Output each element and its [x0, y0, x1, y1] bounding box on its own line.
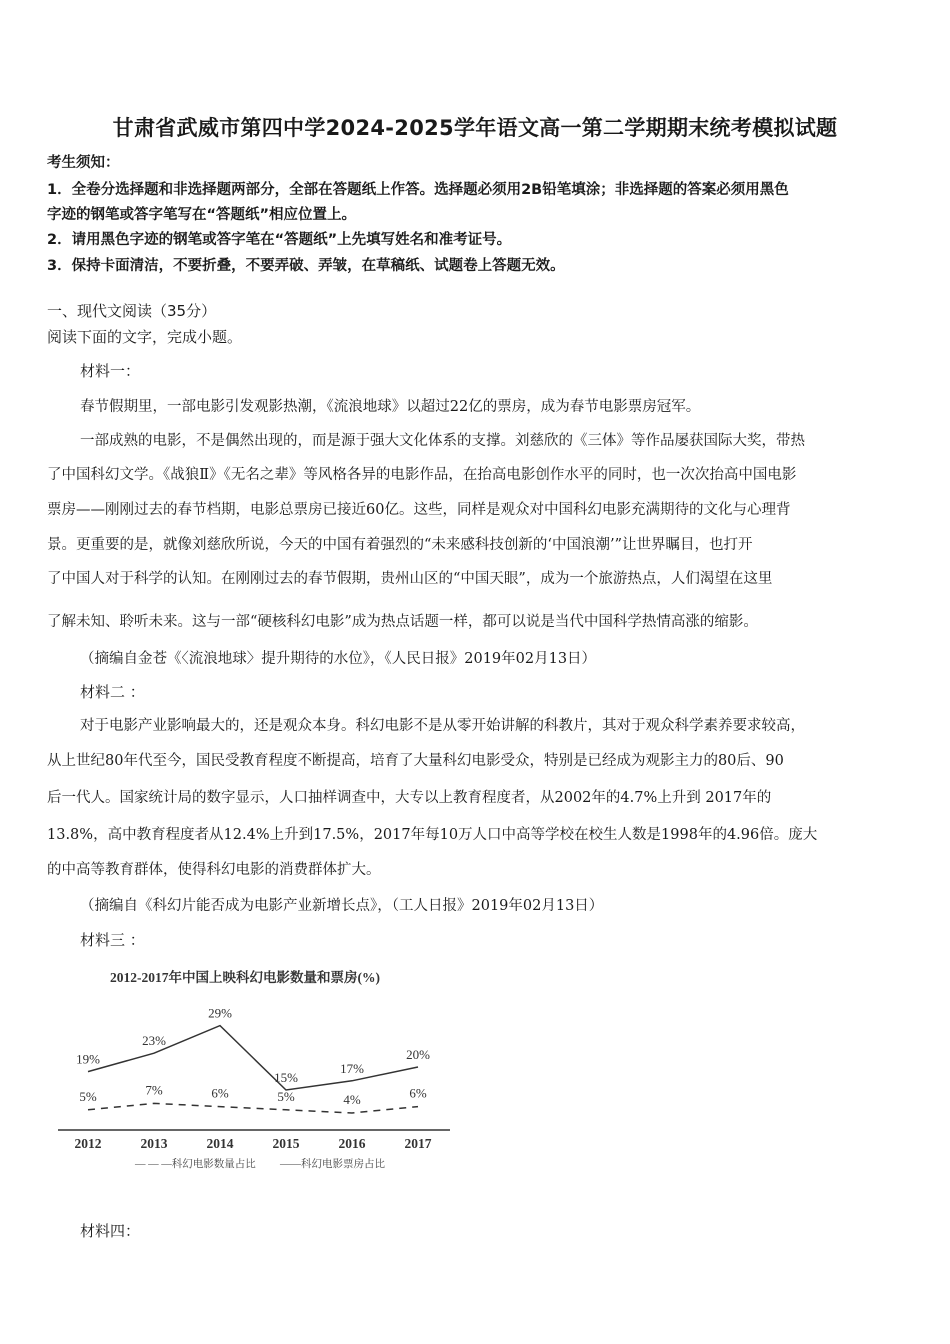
material-1-line: 了解未知、聆听未来。这与一部“硬核科幻电影”成为热点话题一样，都可以说是当代中国科学热情高涨的缩影。 [47, 614, 758, 630]
data-label: 19% [76, 1051, 100, 1067]
legend-dashed-series: — — —科幻电影数量占比 [135, 1159, 256, 1170]
material-2-paragraph: 对于电影产业影响最大的，还是观众本身。科幻电影不是从零开始讲解的科教片，其对于观众科学素养要求较高， [80, 718, 805, 734]
material-1-line: 了中国科幻文学。《战狼Ⅱ》《无名之辈》等风格各异的电影作品，在抬高电影创作水平的同时，也一次次抬高中国电影 [47, 467, 797, 483]
material-1-label: 材料一： [80, 362, 141, 380]
material-2-label: 材料二 ： [80, 683, 145, 701]
data-label: 4% [343, 1092, 361, 1107]
material-1-source: （摘编自金苍《〈流浪地球〉提升期待的水位》，《人民日报》2019年02月13日） [80, 651, 597, 667]
data-label: 6% [211, 1085, 229, 1101]
x-tick-label: 2012 [74, 1136, 102, 1151]
x-tick-label: 2014 [206, 1136, 234, 1151]
x-tick-label: 2016 [338, 1136, 366, 1151]
line-chart [55, 965, 455, 1180]
data-label: 5% [79, 1088, 97, 1104]
material-3-label: 材料三 ： [80, 931, 145, 949]
data-label: 20% [406, 1047, 430, 1062]
data-label: 23% [142, 1033, 166, 1049]
material-2-line: 从上世纪80年代至今，国民受教育程度不断提高，培育了大量科幻电影受众，特别是已经成为观影主力的80后、90 [47, 753, 784, 769]
material-1-line: 景。更重要的是，就像刘慈欣所说，今天的中国有着强烈的“未来感科技创新的‘中国浪潮’”让世界瞩目，也打开 [47, 537, 753, 553]
data-label: 29% [208, 1005, 232, 1021]
legend-solid-series: ——科幻电影票房占比 [280, 1159, 385, 1170]
notice-item-1-cont: 字迹的钢笔或答字笔写在“答题纸”相应位置上。 [47, 207, 357, 223]
material-4-label: 材料四： [80, 1222, 141, 1240]
data-label: 6% [409, 1085, 427, 1101]
data-label: 5% [277, 1088, 295, 1104]
data-label: 17% [340, 1060, 364, 1076]
series-line-box-office [88, 1026, 418, 1090]
series-line-count [88, 1103, 418, 1113]
material-2-line: 的中高等教育群体，使得科幻电影的消费群体扩大。 [47, 862, 381, 878]
section-heading: 一、现代文阅读（35分） [47, 302, 217, 320]
notice-heading: 考生须知： [47, 155, 120, 171]
notice-item-2: 2．请用黑色字迹的钢笔或答字笔在“答题纸”上先填写姓名和准考证号。 [47, 232, 512, 248]
material-1-line: 了中国人对于科学的认知。在刚刚过去的春节假期，贵州山区的“中国天眼”，成为一个旅游热点，人们渴望在这里 [47, 571, 773, 587]
notice-item-3: 3．保持卡面清洁，不要折叠，不要弄破、弄皱，在草稿纸、试题卷上答题无效。 [47, 258, 565, 274]
page-title: 甘肃省武威市第四中学2024-2025学年语文高一第二学期期末统考模拟试题 [112, 116, 838, 140]
material-1-paragraph-2: 一部成熟的电影，不是偶然出现的，而是源于强大文化体系的支撑。刘慈欣的《三体》等作品屡获国际大奖，带热 [80, 433, 805, 449]
data-label: 7% [145, 1082, 163, 1098]
material-2-line: 后一代人。国家统计局的数字显示，人口抽样调查中，大专以上教育程度者，从2002年的4.7%上升到 2017年的 [47, 790, 772, 806]
section-instruction: 阅读下面的文字，完成小题。 [47, 328, 243, 346]
notice-item-1: 1．全卷分选择题和非选择题两部分，全部在答题纸上作答。选择题必须用2B铅笔填涂；非选择题的答案必须用黑色 [47, 182, 789, 198]
x-tick-label: 2013 [140, 1136, 168, 1151]
material-2-line: 13.8%，高中教育程度者从12.4%上升到17.5%，2017年每10万人口中高等学校在校生人数是1998年的4.96倍。庞大 [47, 827, 818, 843]
chart-title: 2012-2017年中国上映科幻电影数量和票房(%) [110, 970, 380, 985]
x-tick-label: 2017 [404, 1136, 432, 1151]
material-1-paragraph-1: 春节假期里，一部电影引发观影热潮，《流浪地球》以超过22亿的票房，成为春节电影票房冠军。 [80, 399, 701, 415]
data-label: 15% [274, 1070, 298, 1085]
material-1-line: 票房——刚刚过去的春节档期，电影总票房已接近60亿。这些，同样是观众对中国科幻电影充满期待的文化与心理背 [47, 502, 791, 518]
x-tick-label: 2015 [272, 1136, 300, 1151]
material-2-source: （摘编自《科幻片能否成为电影产业新增长点》，（工人日报》2019年02月13日） [80, 898, 604, 914]
